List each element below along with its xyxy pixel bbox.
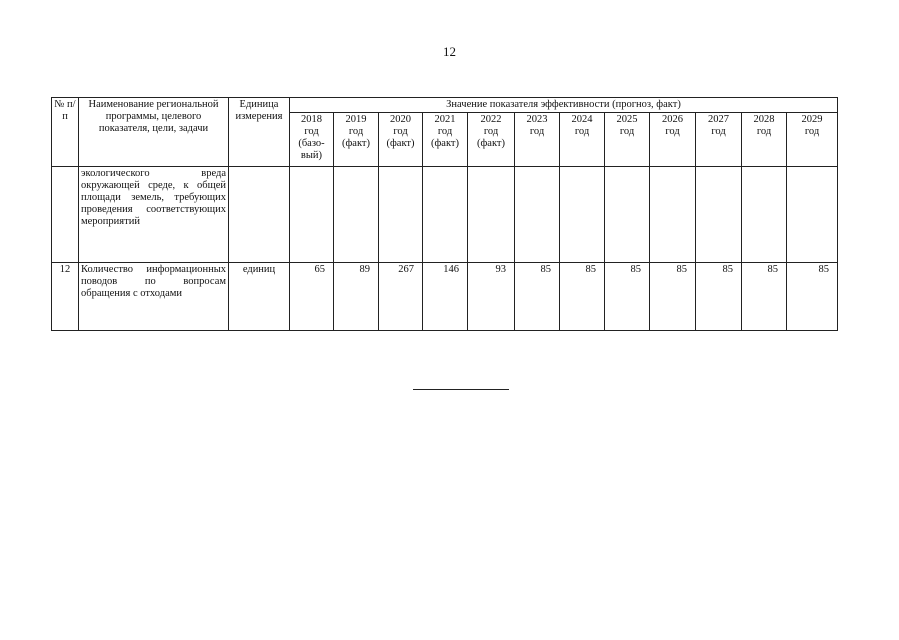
row-value: 85 [515, 263, 560, 331]
header-year: 2027 [708, 114, 729, 125]
table-row [52, 167, 838, 263]
row-value: 85 [560, 263, 605, 331]
header-year: 2029 [801, 114, 823, 125]
header-year: 2025 [616, 114, 638, 125]
header-unit: Единица измерения [229, 98, 290, 167]
row-value: 85 [696, 263, 742, 331]
row-value [742, 167, 787, 263]
header-year-cell [334, 113, 379, 167]
header-year-word: год [483, 126, 499, 137]
row-value [334, 167, 379, 263]
header-year-word: год [574, 126, 590, 137]
header-year-word: год [304, 126, 319, 137]
header-year-cell [560, 113, 605, 167]
row-value [560, 167, 605, 263]
header-year: 2021 [434, 114, 456, 125]
header-year: 2026 [662, 114, 683, 125]
row-value [423, 167, 468, 263]
header-year-word: год [529, 126, 545, 137]
header-year-word: год [711, 126, 726, 137]
row-value: 267 [379, 263, 423, 331]
header-year-note: (факт) [386, 138, 415, 149]
header-year-cell [290, 113, 334, 167]
header-year: 2022 [480, 114, 502, 125]
header-row-group [52, 98, 838, 113]
row-unit [229, 167, 290, 263]
header-name: Наименование региональной программы, целевого показателя, цели, задачи [79, 98, 229, 167]
row-value: 146 [423, 263, 468, 331]
header-year-word: год [665, 126, 680, 137]
header-year-word: год [348, 126, 364, 137]
header-year-cell [742, 113, 787, 167]
row-value: 93 [468, 263, 515, 331]
row-value [787, 167, 838, 263]
row-value: 65 [290, 263, 334, 331]
header-year: 2020 [390, 114, 411, 125]
row-value: 85 [605, 263, 650, 331]
row-value [515, 167, 560, 263]
header-year-word: год [393, 126, 408, 137]
row-num [52, 167, 79, 263]
row-value [290, 167, 334, 263]
row-name: Количество информационных поводов по вопросам обращения с отходами [79, 263, 229, 331]
row-value: 85 [787, 263, 838, 331]
row-value [468, 167, 515, 263]
header-year-word: год [619, 126, 635, 137]
header-year-cell [379, 113, 423, 167]
header-year: 2028 [753, 114, 775, 125]
header-year-cell [650, 113, 696, 167]
row-value [650, 167, 696, 263]
row-value: 85 [742, 263, 787, 331]
row-value [605, 167, 650, 263]
header-year-cell [423, 113, 468, 167]
header-year-cell [468, 113, 515, 167]
header-year-note: (факт) [430, 138, 459, 149]
header-year-cell [605, 113, 650, 167]
header-year-note: (факт) [341, 138, 370, 149]
header-year-cell [515, 113, 560, 167]
row-value [696, 167, 742, 263]
header-year-word: год [804, 126, 820, 137]
row-num: 12 [52, 263, 79, 331]
header-group: Значение показателя эффективности (прогноз, факт) [290, 98, 838, 113]
indicators-table [51, 97, 838, 331]
row-value: 85 [650, 263, 696, 331]
header-year: 2018 [301, 114, 322, 125]
header-year-cell [696, 113, 742, 167]
footer-divider [413, 389, 509, 390]
header-year: 2023 [526, 114, 548, 125]
header-num: № п/п [52, 98, 79, 167]
header-year-note: (факт) [476, 138, 505, 149]
row-value [379, 167, 423, 263]
header-year-word: год [437, 126, 453, 137]
header-year-cell [787, 113, 838, 167]
header-year-word: год [756, 126, 772, 137]
row-unit: единиц [229, 263, 290, 331]
row-name: экологического вреда окружающей среде, к общей площади земель, требующих проведения соответствующих мероприятий [79, 167, 229, 263]
row-value: 89 [334, 263, 379, 331]
table-row [52, 263, 838, 331]
page-number: 12 [443, 44, 456, 59]
header-year: 2019 [345, 114, 367, 125]
header-year: 2024 [571, 114, 593, 125]
header-year-note: (базо-вый) [298, 138, 325, 161]
